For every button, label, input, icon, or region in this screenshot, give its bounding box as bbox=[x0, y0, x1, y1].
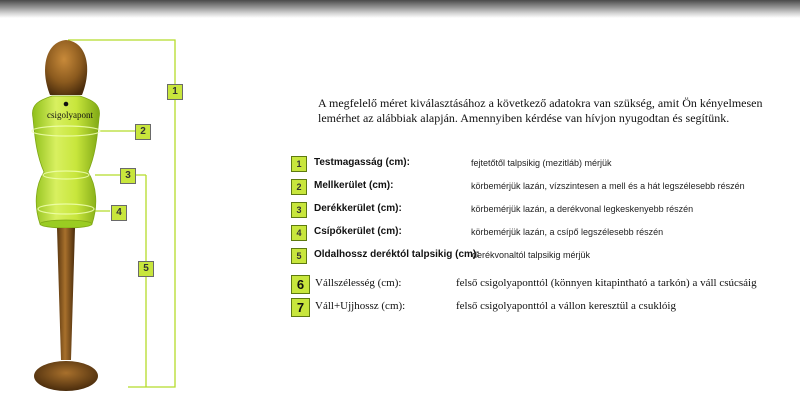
measurement-label: Oldalhossz deréktól talpsikig (cm): bbox=[314, 249, 480, 260]
measurement-desc: felső csigolyaponttól a vállon keresztül a csuklóig bbox=[456, 300, 676, 312]
measurement-label: Csípőkerület (cm): bbox=[314, 226, 402, 237]
torso-base bbox=[40, 220, 92, 228]
badge-6: 6 bbox=[291, 275, 310, 294]
measurement-label: Testmagasság (cm): bbox=[314, 157, 410, 168]
vertebra-point-dot bbox=[64, 102, 69, 107]
guide-label-1: 1 bbox=[167, 84, 183, 100]
badge-7: 7 bbox=[291, 298, 310, 317]
vertebra-point-label: csigolyapont bbox=[47, 110, 93, 120]
measurement-desc: derékvonaltól talpsikig mérjük bbox=[472, 250, 591, 260]
guide-label-4: 4 bbox=[111, 205, 127, 221]
mannequin-illustration bbox=[0, 0, 300, 409]
measurement-label: Vállszélesség (cm): bbox=[315, 277, 402, 289]
measurement-label: Mellkerület (cm): bbox=[314, 180, 394, 191]
mannequin-pole bbox=[57, 228, 75, 360]
badge-1: 1 bbox=[291, 156, 307, 172]
guide-label-2: 2 bbox=[135, 124, 151, 140]
mannequin-head bbox=[45, 40, 87, 95]
badge-4: 4 bbox=[291, 225, 307, 241]
measurement-desc: fejtetőtől talpsikig (mezitláb) mérjük bbox=[471, 158, 612, 168]
badge-2: 2 bbox=[291, 179, 307, 195]
measurement-desc: körbemérjük lazán, vízszintesen a mell és a hát legszélesebb részén bbox=[471, 181, 745, 191]
guide-label-3: 3 bbox=[120, 168, 136, 184]
measurement-label: Derékkerület (cm): bbox=[314, 203, 402, 214]
intro-text: A megfelelő méret kiválasztásához a következő adatokra van szükség, amit Ön kényelmesen lemérhet az alábbiak alapján. Amennyiben kérdése van hívjon nyugodtan és segítünk. bbox=[318, 96, 763, 125]
badge-3: 3 bbox=[291, 202, 307, 218]
measurement-desc: körbemérjük lazán, a csípő legszélesebb részén bbox=[471, 227, 664, 237]
measurement-desc: körbemérjük lazán, a derékvonal legkeskenyebb részén bbox=[471, 204, 694, 214]
measurement-label: Váll+Ujjhossz (cm): bbox=[315, 300, 406, 312]
guide-label-5: 5 bbox=[138, 261, 154, 277]
mannequin-base bbox=[34, 361, 98, 391]
badge-5: 5 bbox=[291, 248, 307, 264]
measurement-desc: felső csigolyaponttól (könnyen kitapintható a tarkón) a váll csúcsáig bbox=[456, 277, 757, 289]
